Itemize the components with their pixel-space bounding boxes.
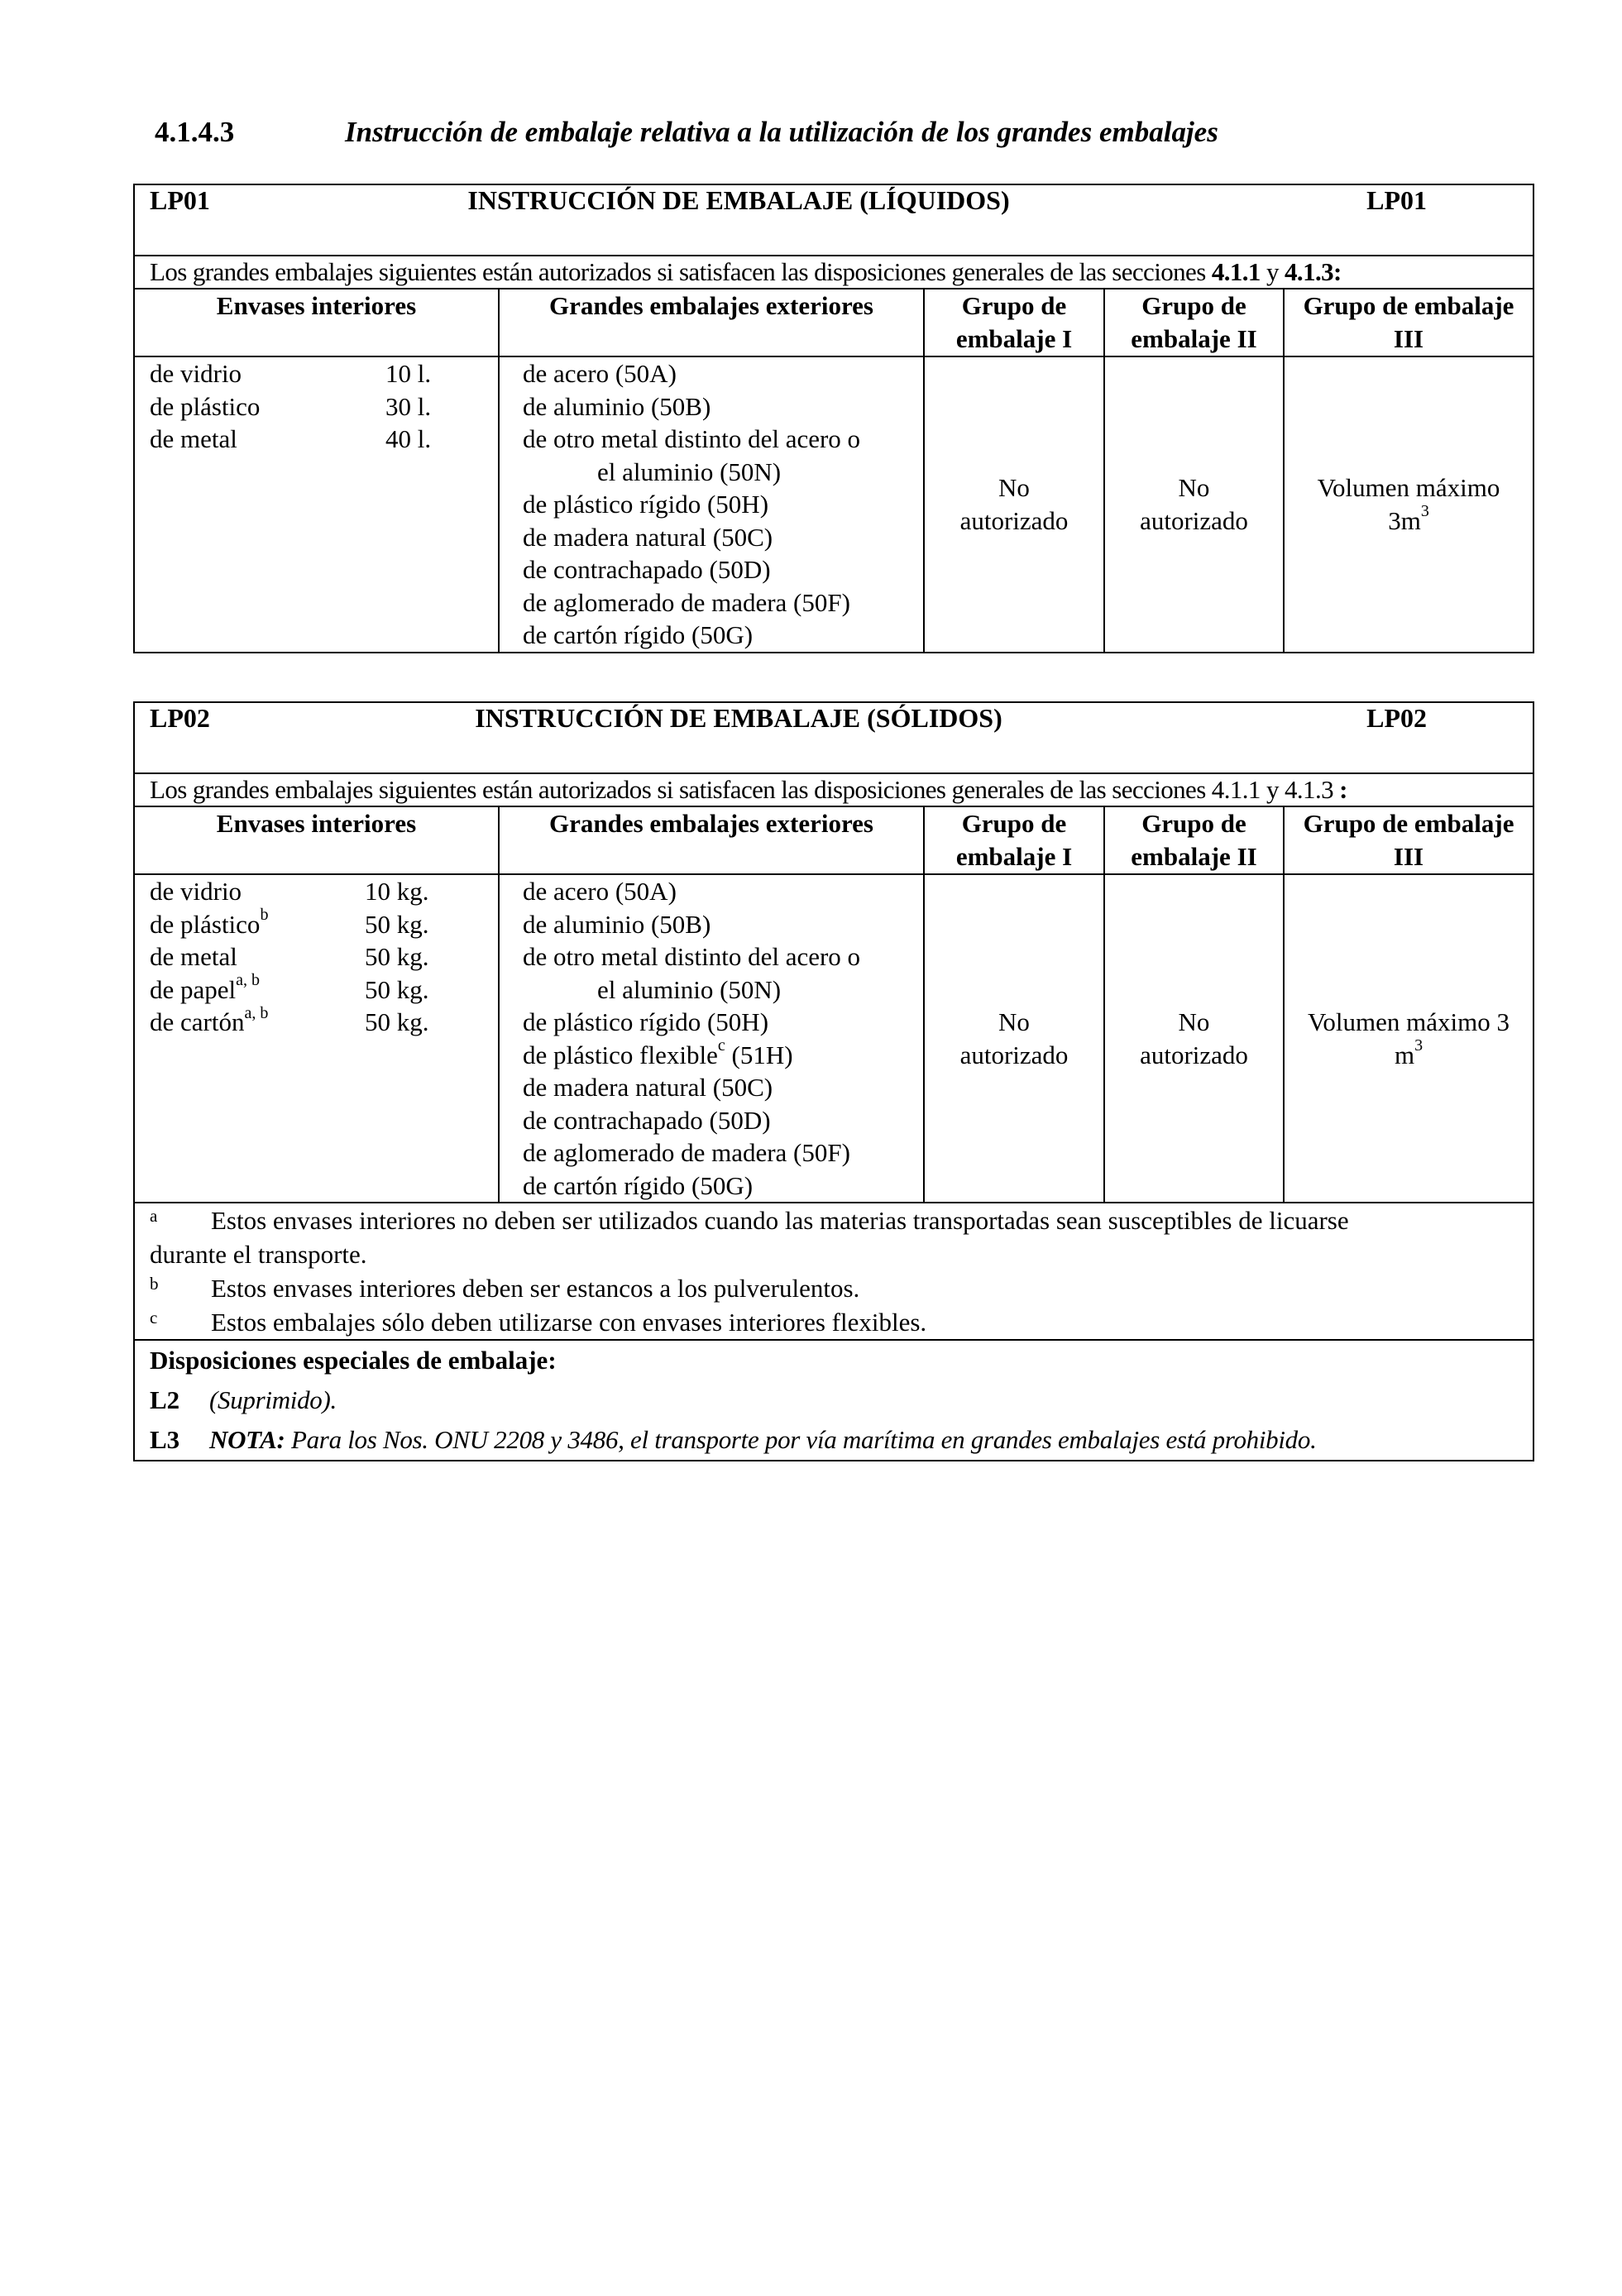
lp02-header-pg1-a: Grupo de	[961, 809, 1067, 838]
lp02-code-left: LP02	[150, 703, 210, 733]
inner-sup: a, b	[244, 1003, 269, 1022]
outer-item	[514, 973, 908, 1007]
outer-item: de otro metal distinto del acero o	[523, 424, 861, 453]
outer-item-sup: c	[717, 1036, 725, 1055]
inner-qty: 10 l.	[385, 359, 432, 388]
lp01-outer-cell	[499, 356, 924, 653]
outer-item	[514, 1136, 908, 1170]
lp01-header-pg1-a: Grupo de	[961, 291, 1067, 320]
lp01-pg1-cell	[924, 356, 1104, 653]
special-provision-code: L2	[150, 1385, 180, 1414]
lp02-pg1-a: No	[998, 1007, 1030, 1036]
outer-item: de acero (50A)	[523, 359, 677, 388]
lp01-pg2-cell	[1104, 356, 1284, 653]
outer-item: de aluminio (50B)	[523, 391, 711, 421]
outer-item: de madera natural (50C)	[523, 522, 773, 552]
lp01-inner-item	[150, 390, 483, 423]
lp02-inner-item	[150, 1003, 483, 1039]
special-provision	[150, 1380, 1518, 1420]
lp01-table	[133, 184, 1534, 653]
lp02-pg3-sup: 3	[1414, 1036, 1423, 1055]
lp01-header-pg3	[1284, 289, 1533, 356]
lp02-pg3-b: m	[1394, 1040, 1415, 1069]
lp02-intro	[134, 773, 1533, 806]
lp02-header-outer	[499, 806, 924, 874]
inner-qty: 10 kg.	[365, 877, 429, 906]
outer-item	[514, 1104, 908, 1137]
lp02-inner-item	[150, 875, 483, 908]
section-number: 4.1.4.3	[155, 116, 235, 148]
lp02-header-pg1-b: embalaje I	[955, 842, 1073, 871]
outer-item-text: de contrachapado (50D)	[523, 1105, 771, 1135]
outer-item	[514, 940, 908, 973]
footnote	[150, 1203, 1518, 1237]
special-provision-code: L3	[150, 1425, 180, 1454]
outer-item: de plástico rígido (50H)	[523, 490, 769, 519]
lp01-pg3-b: 3m	[1388, 505, 1421, 535]
lp02-header-pg3	[1284, 806, 1533, 874]
outer-item-text: de cartón rígido (50G)	[523, 1170, 754, 1200]
outer-item-text: de plástico flexible	[523, 1040, 718, 1069]
lp02-pg2-b: autorizado	[1140, 1040, 1248, 1069]
inner-qty: 50 kg.	[365, 974, 429, 1004]
footnote-text: Estos embalajes sólo deben utilizarse con envases interiores flexibles.	[211, 1308, 927, 1337]
lp01-pg2-a: No	[1178, 473, 1210, 503]
lp01-header-pg2	[1104, 289, 1284, 356]
lp02-pg3-cell	[1284, 874, 1533, 1203]
lp02-code-right: LP02	[1366, 703, 1428, 733]
lp01-pg1-b: autorizado	[959, 505, 1069, 535]
lp01-inner-item	[150, 357, 483, 390]
lp02-intro-row	[134, 773, 1533, 806]
inner-name: de papel	[150, 974, 237, 1004]
lp01-title: INSTRUCCIÓN DE EMBALAJE (LÍQUIDOS)	[467, 185, 1010, 215]
outer-item-text: de otro metal distinto del acero o	[523, 942, 861, 971]
lp01-pg3-a: Volumen máximo	[1317, 473, 1500, 503]
outer-item: de cartón rígido (50G)	[523, 620, 754, 649]
lp02-header-pg2-a: Grupo de	[1141, 809, 1246, 838]
lp01-code-right: LP01	[1366, 185, 1427, 215]
lp02-header-inner	[134, 806, 499, 874]
section-heading	[155, 116, 1218, 149]
inner-qty: 40 l.	[385, 424, 432, 453]
inner-sup: a, b	[236, 971, 261, 990]
lp02-inner-item	[150, 973, 483, 1007]
lp02-header-pg3-a: Grupo de embalaje	[1303, 809, 1514, 838]
lp01-header-inner	[134, 289, 499, 356]
outer-item: de aglomerado de madera (50F)	[523, 587, 850, 617]
lp01-header-outer	[499, 289, 924, 356]
lp02-header-row	[134, 806, 1533, 874]
lp02-pg1-cell	[924, 874, 1104, 1203]
footnote-text: Estos envases interiores deben ser estancos a los pulverulentos.	[211, 1274, 860, 1303]
footnote-mark: c	[150, 1308, 158, 1327]
lp01-pg2-b: autorizado	[1140, 505, 1248, 535]
lp02-notes-row	[134, 1203, 1533, 1340]
inner-name: de vidrio	[150, 359, 242, 388]
lp01-header-outer-label: Grandes embalajes exteriores	[549, 291, 873, 320]
lp01-code-left: LP01	[150, 185, 210, 215]
outer-item	[514, 875, 908, 908]
section-title: Instrucción de embalaje relativa a la utilización de los grandes embalajes	[345, 116, 1218, 148]
inner-name: de cartón	[150, 1007, 245, 1036]
lp02-pg1-b: autorizado	[959, 1040, 1069, 1069]
lp02-pg2-cell	[1104, 874, 1284, 1203]
special-provisions-title: Disposiciones especiales de embalaje:	[150, 1346, 557, 1375]
inner-name: de vidrio	[150, 877, 242, 906]
footnote-mark: b	[150, 1274, 159, 1294]
inner-qty: 30 l.	[385, 391, 432, 421]
lp02-header-outer-label: Grandes embalajes exteriores	[549, 809, 873, 838]
lp01-pg3-sup: 3	[1420, 502, 1429, 521]
inner-name: de metal	[150, 942, 237, 971]
outer-item: de contrachapado (50D)	[523, 555, 771, 584]
outer-item-text: de acero (50A)	[523, 877, 677, 906]
lp01-inner-cell	[134, 356, 499, 653]
inner-qty: 50 kg.	[365, 1007, 429, 1036]
inner-sup: b	[260, 906, 269, 925]
special-provision-label: NOTA:	[209, 1425, 285, 1454]
footnote	[150, 1271, 1518, 1305]
outer-item	[514, 1170, 908, 1203]
lp02-intro-text: Los grandes embalajes siguientes están autorizados si satisfacen las disposiciones generales de las secciones 4.1.1 y 4.1.3	[150, 775, 1334, 804]
lp02-header-pg2-b: embalaje II	[1131, 842, 1257, 871]
outer-item: el aluminio (50N)	[597, 457, 782, 486]
footnote-text: Estos envases interiores no deben ser utilizados cuando las materias transportadas sean susceptibles de licuarse	[211, 1206, 1349, 1235]
lp02-header-pg3-b: III	[1393, 842, 1424, 871]
lp01-header-pg1	[924, 289, 1104, 356]
lp01-header-pg2-a: Grupo de	[1141, 291, 1246, 320]
inner-name: de plástico	[150, 391, 261, 421]
special-provision-text: Para los Nos. ONU 2208 y 3486, el transporte por vía marítima en grandes embalajes está prohibido.	[285, 1425, 1317, 1454]
lp01-intro-ref1: 4.1.1	[1211, 257, 1261, 286]
lp02-table	[133, 701, 1534, 1461]
lp02-notes	[134, 1203, 1533, 1340]
lp01-pg1-a: No	[998, 473, 1030, 503]
lp01-pg3-cell	[1284, 356, 1533, 653]
special-provision	[150, 1420, 1518, 1460]
lp02-pg2-a: No	[1178, 1007, 1210, 1036]
footnote-mark: a	[150, 1206, 158, 1226]
outer-item-text: de plástico rígido (50H)	[523, 1007, 769, 1036]
lp02-inner-item	[150, 908, 483, 941]
footnote-text-continued: durante el transporte.	[150, 1240, 367, 1269]
lp01-header-pg3-b: III	[1393, 324, 1424, 353]
lp02-special	[134, 1340, 1533, 1461]
inner-qty: 50 kg.	[365, 942, 429, 971]
lp01-header-pg1-b: embalaje I	[955, 324, 1073, 353]
outer-item-text: de aluminio (50B)	[523, 909, 711, 939]
lp02-title: INSTRUCCIÓN DE EMBALAJE (SÓLIDOS)	[475, 703, 1002, 733]
lp01-intro	[134, 256, 1533, 289]
outer-item-text: el aluminio (50N)	[597, 974, 782, 1004]
lp01-intro-ref2: 4.1.3:	[1285, 257, 1342, 286]
lp02-header-pg1	[924, 806, 1104, 874]
outer-item-text: de madera natural (50C)	[523, 1073, 773, 1102]
lp01-inner-item	[150, 423, 483, 456]
outer-item	[514, 1006, 908, 1039]
lp02-title-row	[134, 702, 1533, 773]
lp02-header-pg2	[1104, 806, 1284, 874]
lp01-header-pg3-a: Grupo de embalaje	[1303, 291, 1514, 320]
outer-item-after: (51H)	[725, 1040, 793, 1069]
inner-qty: 50 kg.	[365, 909, 429, 939]
lp02-body-row	[134, 874, 1533, 1203]
lp02-pg3-a: Volumen máximo 3	[1308, 1007, 1510, 1036]
outer-item-text: de aglomerado de madera (50F)	[523, 1138, 850, 1167]
lp02-header-inner-label: Envases interiores	[216, 809, 417, 838]
lp02-inner-cell	[134, 874, 499, 1203]
outer-item	[514, 1036, 908, 1072]
lp01-body-row	[134, 356, 1533, 653]
lp01-header-inner-label: Envases interiores	[216, 291, 417, 320]
lp01-intro-row	[134, 256, 1533, 289]
lp02-intro-colon: :	[1333, 775, 1347, 804]
special-provision-text: (Suprimido).	[209, 1385, 337, 1414]
lp01-header-row	[134, 289, 1533, 356]
lp02-special-row	[134, 1340, 1533, 1461]
lp01-intro-text: Los grandes embalajes siguientes están autorizados si satisfacen las disposiciones generales de las secciones	[150, 257, 1212, 286]
inner-name: de plástico	[150, 909, 261, 939]
inner-name: de metal	[150, 424, 237, 453]
lp02-outer-cell	[499, 874, 924, 1203]
footnote	[150, 1305, 1518, 1339]
lp01-intro-y: y	[1260, 257, 1285, 286]
lp02-inner-item	[150, 940, 483, 973]
lp01-header-pg2-b: embalaje II	[1131, 324, 1257, 353]
lp01-title-row	[134, 184, 1533, 256]
outer-item	[514, 908, 908, 941]
outer-item	[514, 1071, 908, 1104]
